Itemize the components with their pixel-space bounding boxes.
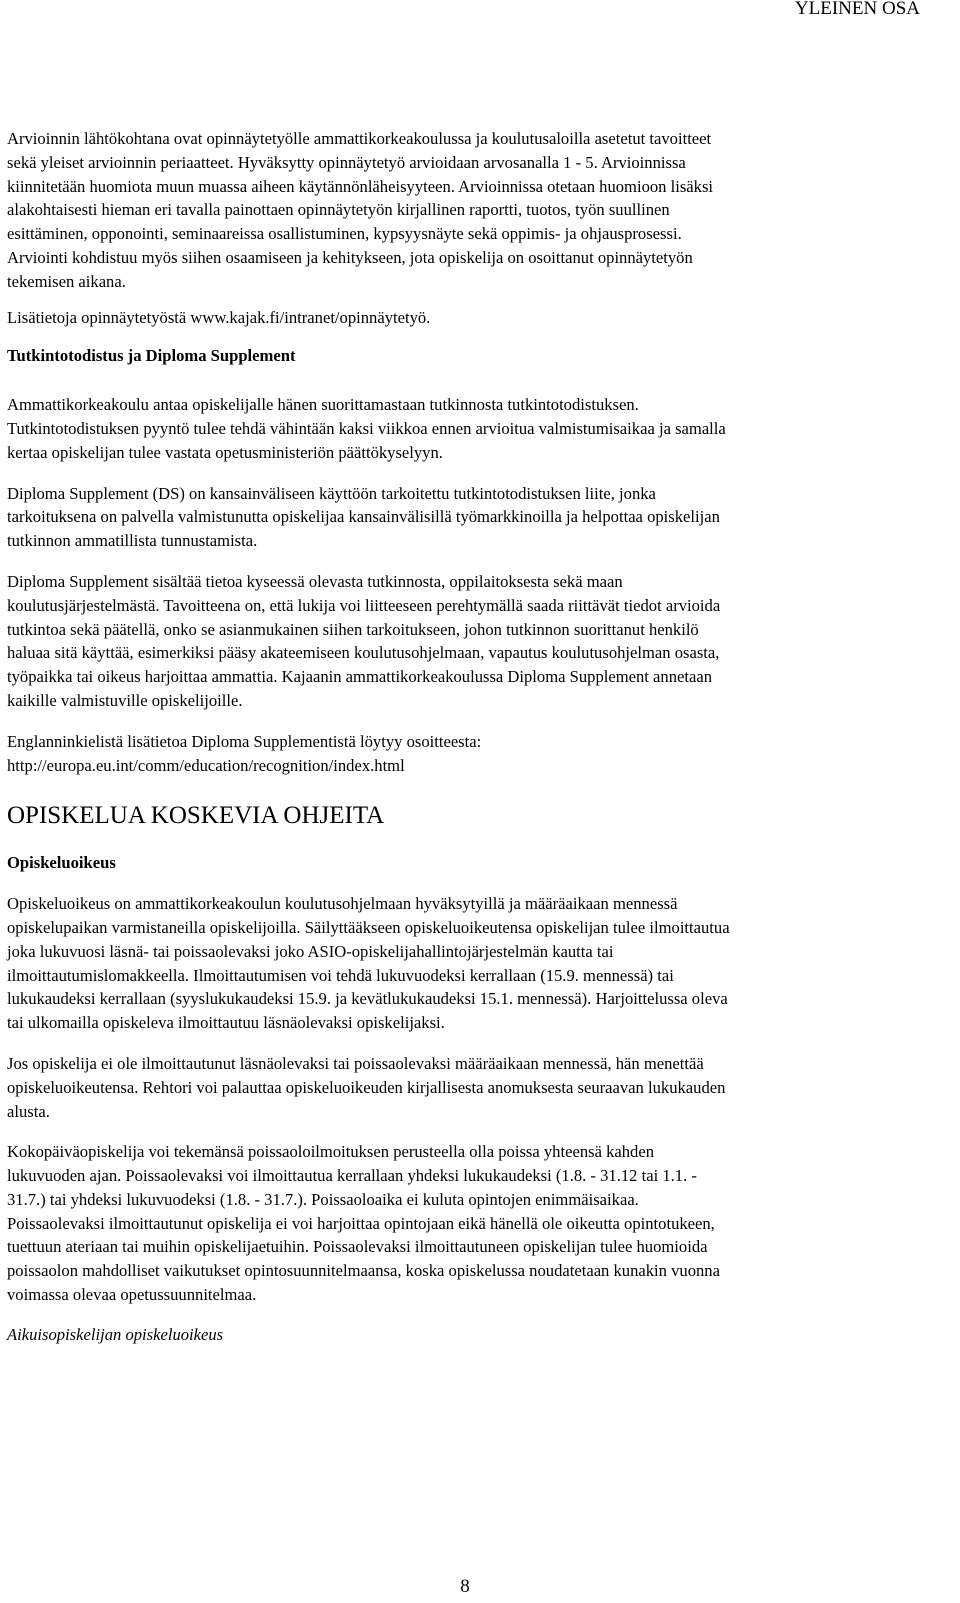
absence-paragraph [7,1140,951,1307]
text-line: Ammattikorkeakoulu antaa opiskelijalle hänen suorittamastaan tutkinnosta tutkintotodistuksen. [7,395,639,415]
text-line: kaikille valmistuville opiskelijoille. [7,690,243,710]
text-line: tai ulkomailla opiskeleva ilmoittautuu läsnäolevaksi opiskelijaksi. [7,1013,445,1033]
text-line: koulutusjärjestelmästä. Tavoitteena on, että lukija voi liitteeseen perehtymällä saada riittävät tiedot arvioida [7,595,721,615]
losing-study-right-paragraph [7,1052,951,1123]
assessment-paragraph [7,127,951,294]
text-line: Opiskeluoikeus on ammattikorkeakoulun koulutusohjelmaan hyväksytyillä ja määräaikaan mennessä [7,894,678,914]
text-line: Arviointi kohdistuu myös siihen osaamiseen ja kehitykseen, jota opiskelija on osoittanut opinnäytetyön [7,247,693,267]
text-line: voimassa olevaa opetussuunnitelmaa. [7,1285,257,1305]
text-line: Jos opiskelija ei ole ilmoittautunut läsnäolevaksi tai poissaolevaksi määräaikaan mennessä, hän menettää [7,1053,704,1073]
ds-definition-paragraph [7,482,951,553]
text-line: Diploma Supplement (DS) on kansainväliseen käyttöön tarkoitettu tutkintotodistuksen liite, jonka [7,483,656,503]
certificate-paragraph [7,393,951,464]
text-line: kiinnitetään huomiota muun muassa aiheen käytännönläheisyyteen. Arvioinnissa otetaan huomioon lisäksi [7,176,714,196]
text-line: tekemisen aikana. [7,271,126,291]
text-line: alakohtaisesti hieman eri tavalla painottaen opinnäytetyön kirjallinen raportti, tuotos, työn suullinen [7,200,670,220]
page-number: 8 [460,1576,470,1597]
text-line: Poissaolevaksi ilmoittautunut opiskelija ei voi harjoittaa opintojaan eikä hänellä ole oikeutta opintotukeen, [7,1213,715,1233]
text-line: työpaikka tai oikeus harjoittaa ammattia. Kajaanin ammattikorkeakoulussa Diploma Supplement annetaan [7,667,713,687]
text-line: alusta. [7,1101,50,1121]
text-line: Tutkintotodistuksen pyyntö tulee tehdä vähintään kaksi viikkoa ennen arvioitua valmistumisaikaa ja samalla [7,418,726,438]
text-line: poissaolon mahdolliset vaikutukset opintosuunnitelmaansa, koska opiskelussa noudatetaan kunakin vuonna [7,1261,720,1281]
text-line: haluaa sitä käyttää, esimerkiksi pääsy akateemiseen koulutusohjelmaan, vapautus koulutusohjelman osasta, [7,643,720,663]
running-header: YLEINEN OSA [794,0,920,19]
text-line: lukukaudeksi kerrallaan (syyslukukaudeksi 15.9. ja kevätlukukaudeksi 15.1. mennessä). Harjoittelussa oleva [7,989,728,1009]
study-right-paragraph [7,892,951,1035]
text-line: Kokopäiväopiskelija voi tekemänsä poissaoloilmoituksen perusteella olla poissa yhteensä kahden [7,1142,655,1162]
text-line: ilmoittautumislomakkeella. Ilmoittautumisen voi tehdä lukuvuodeksi kerrallaan (15.9. mennessä) tai [7,965,674,985]
text-line: 31.7.) tai yhdeksi lukuvuodeksi (1.8. - 31.7.). Poissaoloaika ei kuluta opintojen enimmäisaikaa. [7,1189,639,1209]
page-content [7,127,951,1347]
section-heading-instructions: OPISKELUA KOSKEVIA OHJEITA [7,802,385,830]
text-line: kertaa opiskelijan tulee vastata opetusministeriön päättökyselyyn. [7,442,443,462]
text-line: tutkintoa sekä päätellä, onko se asianmukainen siihen tarkoitukseen, johon tutkinnon suorittanut henkilö [7,619,699,639]
subheading-adult-study-right: Aikuisopiskelijan opiskeluoikeus [7,1324,224,1344]
ds-content-paragraph [7,570,951,713]
text-line: opiskelupaikan varmistaneilla opiskelijoilla. Säilyttääkseen opiskeluoikeutensa opiskelijan tulee ilmoittautua [7,917,730,937]
text-line: tarkoituksena on palvella valmistunutta opiskelijaa kansainvälisillä työmarkkinoilla ja helpottaa opiskelijan [7,507,720,527]
text-line: opiskeluoikeutensa. Rehtori voi palauttaa opiskeluoikeuden kirjallisesta anomuksesta seuraavan lukukauden [7,1077,726,1097]
ds-info-link[interactable]: http://europa.eu.int/comm/education/recognition/index.html [7,755,405,775]
text-line: esittäminen, opponointi, seminaareissa osallistuminen, kypsyysnäyte sekä oppimis- ja ohjausprosessi. [7,224,682,244]
ds-english-info-paragraph [7,730,951,778]
text-line: tuettuun ateriaan tai muihin opiskelijaetuihin. Poissaolevaksi ilmoittautuneen opiskelijan tulee huomioida [7,1237,708,1257]
text-line: Arvioinnin lähtökohtana ovat opinnäytetyölle ammattikorkeakoulussa ja koulutusaloilla asetetut tavoitteet [7,129,712,148]
subheading-study-right: Opiskeluoikeus [7,853,116,873]
text-line: lukuvuoden ajan. Poissaolevaksi voi ilmoittautua kerrallaan yhdeksi lukukaudeksi (1.8. - 31.12 tai 1.1. - [7,1166,697,1186]
text-line: joka lukuvuosi läsnä- tai poissaolevaksi joko ASIO-opiskelijahallintojärjestelmän kautta tai [7,941,614,961]
text-line: Diploma Supplement sisältää tietoa kyseessä olevasta tutkinnosta, oppilaitoksesta sekä maan [7,571,623,591]
section-heading-diploma: Tutkintotodistus ja Diploma Supplement [7,346,296,366]
more-info-paragraph: Lisätietoja opinnäytetyöstä www.kajak.fi/intranet/opinnäytetyö. [7,307,431,327]
text-line: tutkinnon ammatillista tunnustamista. [7,531,258,551]
text-line: Englanninkielistä lisätietoa Diploma Supplementistä löytyy osoitteesta: [7,731,482,751]
text-line: sekä yleiset arvioinnin periaatteet. Hyväksytty opinnäytetyö arvioidaan arvosanalla 1 - 5. Arvioinnissa [7,152,686,172]
